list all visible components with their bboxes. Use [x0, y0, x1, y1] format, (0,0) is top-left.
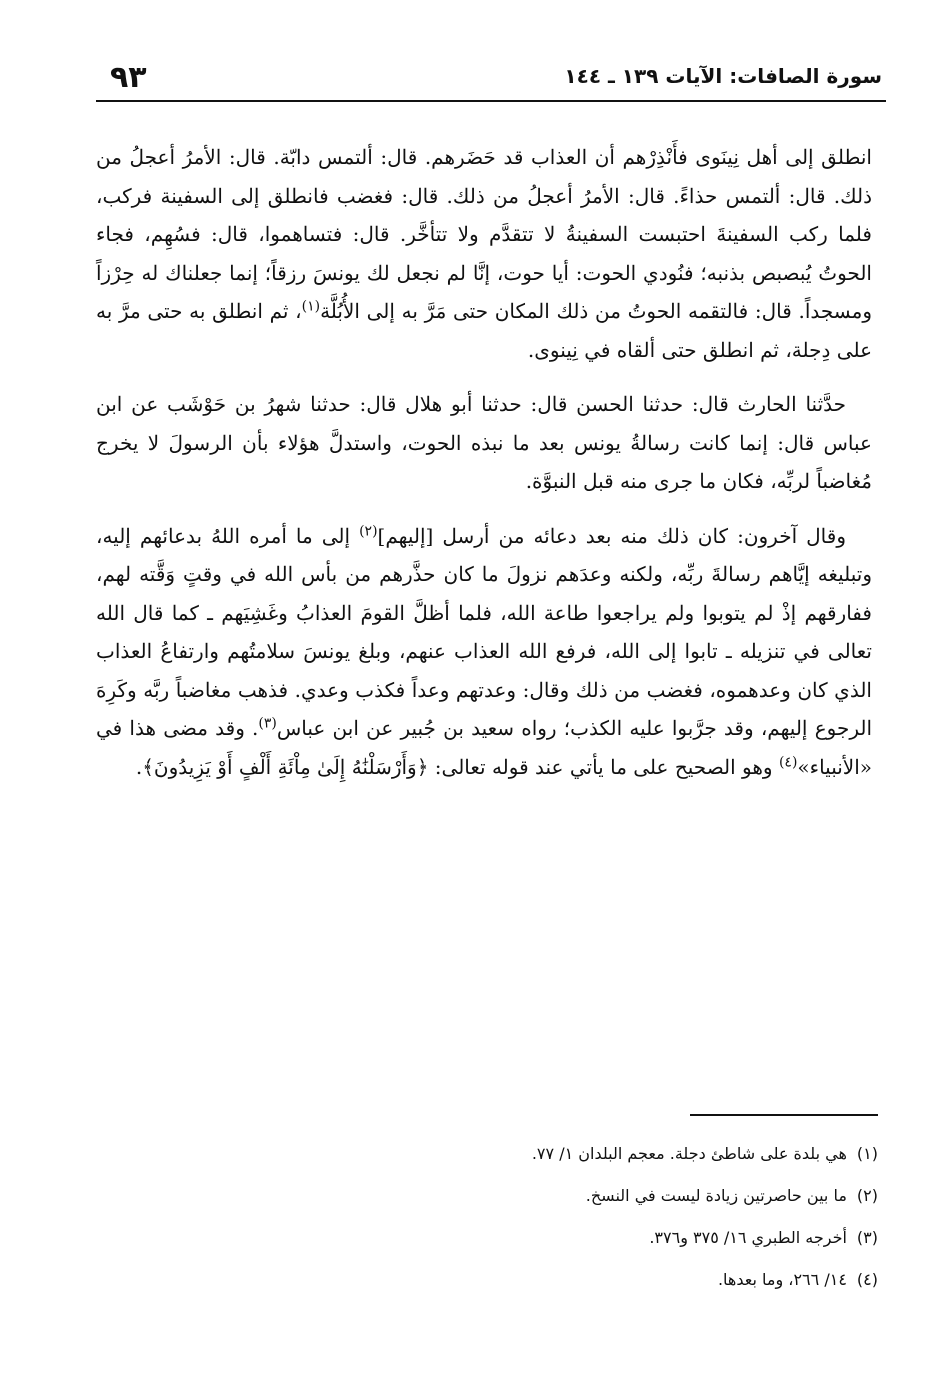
footnote-ref-3: (٣) — [258, 715, 277, 732]
paragraph-1-text-b: ، ثم انطلق به حتى مرَّ به على دِجلة، ثم انطلق حتى ألقاه في نِينوى. — [96, 299, 872, 362]
footnote-2 — [96, 1182, 878, 1224]
footnote-ref-2: (٢) — [359, 522, 378, 539]
footnote-number: (٣) — [856, 1228, 878, 1247]
main-text — [96, 138, 872, 802]
footnote-ref-4: (٤) — [778, 753, 798, 770]
footnote-text: أخرجه الطبري ١٦/ ٣٧٥ و٣٧٦. — [649, 1228, 847, 1247]
footnote-number: (٤) — [856, 1270, 878, 1289]
page-number: ٩٣ — [110, 60, 147, 95]
running-title: سورة الصافات: الآيات ١٣٩ ـ ١٤٤ — [564, 64, 882, 88]
footnote-text: ١٤/ ٢٦٦، وما بعدها. — [717, 1270, 847, 1289]
footnote-4 — [96, 1266, 878, 1308]
paragraph-1 — [96, 138, 872, 369]
footnote-rule — [690, 1114, 878, 1116]
paragraph-1-text-a: انطلق إلى أهل نِينَوى فأَنْذِرْهم أن العذاب قد حَضَرهم. قال: ألتمس دابّة. قال: الأمرُ أعجلُ من ذلك. قال: ألتمس حذاءً. قال: الأمرُ أعجلُ من ذلك. قال: فغضب فانطلق إلى السفينة فركب، فلما ركب السفينةَ احتبست السفينةُ لا تتقدَّم ولا تتأخَّر. قال: فتساهموا، قال: فسُهِم، فجاء الحوتُ يُبصبص بذنبه؛ فنُودي الحوت: أيا حوت، إنَّا لم نجعل لك يونسَ رزقاً؛ إنما جعلناك له حِرْزاً ومسجداً. قال: فالتقمه الحوتُ من ذلك المكان حتى مَرَّ به إلى الأُبُلَّة — [96, 145, 873, 323]
paragraph-3-text-d: وهو الصحيح على ما يأتي عند قوله تعالى: ﴿وَأَرْسَلْنَٰهُ إِلَىٰ مِاْئَةِ أَلْفٍ أَوْ يَزِيدُونَ﴾. — [135, 754, 779, 779]
paragraph-3-text-b: إلى ما أمره اللهُ بدعائهم إليه، وتبليغه إيَّاهم رسالةَ ربِّه، ولكنه وعدَهم نزولَ ما كان حذَّرهم من بأس الله في وقتٍ وَقَّته لهم، ففارقهم إذْ لم يتوبوا ولم يراجعوا طاعة الله، فلما أظلَّ القومَ العذابُ وغَشِيَهم ـ كما قال الله تعالى في تنزيله ـ تابوا إلى الله، فرفع الله العذاب عنهم، وبلغ يونسَ سلامتُهم وارتفاعُ العذاب الذي كان وعدهموه، فغضب من ذلك وقال: وعدتهم وعداً فكذب وعدي. فذهب مغاضباً ربَّه وكَرِهَ الرجوع إليهم، وقد جرَّبوا عليه الكذب؛ رواه سعيد بن جُبير عن ابن عباس — [96, 523, 873, 740]
footnotes — [96, 1140, 878, 1308]
header-rule — [96, 100, 886, 102]
footnote-text: هي بلدة على شاطئ دجلة. معجم البلدان ١/ ٧٧. — [531, 1144, 847, 1163]
footnote-text: ما بين حاصرتين زيادة ليست في النسخ. — [585, 1186, 847, 1205]
paragraph-3-text-a: وقال آخرون: كان ذلك منه بعد دعائه من أرسل [إليهم] — [377, 523, 846, 548]
paragraph-2: حدَّثنا الحارث قال: حدثنا الحسن قال: حدثنا أبو هلال قال: حدثنا شهرُ بن حَوْشَب عن ابن عباس قال: إنما كانت رسالةُ يونس بعد ما نبذه الحوت، واستدلَّ هؤلاء بأن الرسولَ لا يخرج مُغاضباً لربِّه، فكان ما جرى منه قبل النبوَّة. — [96, 392, 872, 493]
footnote-ref-1: (١) — [301, 298, 321, 315]
footnote-number: (١) — [856, 1144, 878, 1163]
page-header — [96, 60, 882, 95]
footnote-3 — [96, 1224, 878, 1266]
footnote-1 — [96, 1140, 878, 1182]
footnote-number: (٢) — [856, 1186, 878, 1205]
paragraph-3-text-c: . وقد مضى هذا في «الأنبياء» — [96, 716, 872, 779]
paragraph-3 — [96, 517, 872, 787]
